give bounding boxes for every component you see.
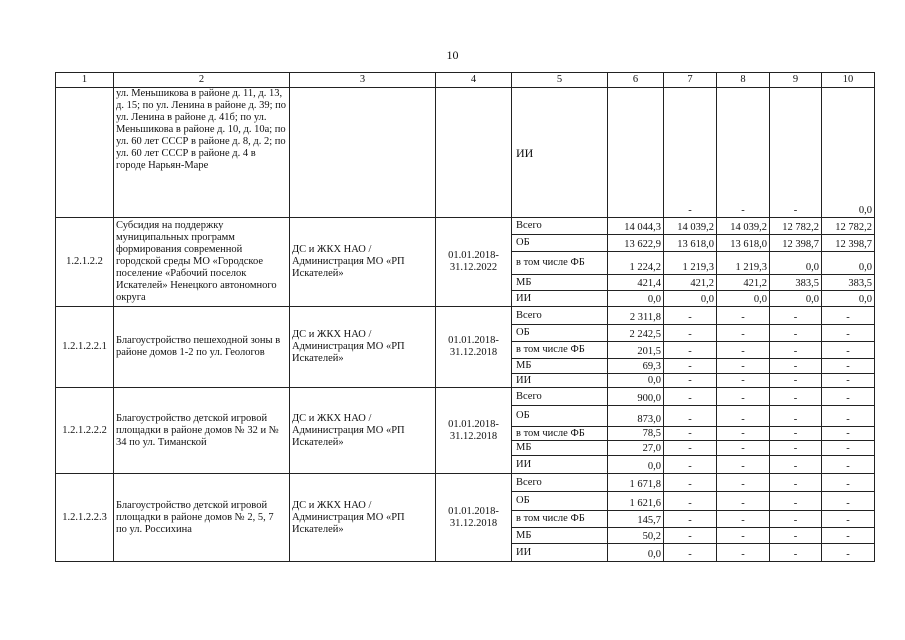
source-cell: в том числе ФБ xyxy=(512,511,608,528)
program-table xyxy=(55,72,875,562)
value-cell: 27,0 xyxy=(608,441,664,456)
value-cell: 900,0 xyxy=(608,388,664,406)
column-header: 4 xyxy=(436,73,512,88)
executor-cell: ДС и ЖКХ НАО / Администрация МО «РП Искателей» xyxy=(290,388,436,474)
value-cell: - xyxy=(664,544,717,562)
value-cell: - xyxy=(717,342,770,359)
column-number-row xyxy=(56,73,875,88)
value-cell: 0,0 xyxy=(770,252,822,275)
value-cell: 421,4 xyxy=(608,275,664,291)
executor-cell: ДС и ЖКХ НАО / Администрация МО «РП Искателей» xyxy=(290,218,436,307)
period-cell: 01.01.2018-31.12.2018 xyxy=(436,474,512,562)
value-cell: - xyxy=(664,388,717,406)
measure-name-cell: ул. Меньшикова в районе д. 11, д. 13, д. 15; по ул. Ленина в районе д. 39; по ул. Ленина в районе д. 41б; по ул. Меньшикова в районе д. 10, д. 10а; по ул. 60 лет СССР в районе д. 8, д. 2; по ул. 60 лет СССР в районе д. 4 в городе Нарьян-Маре xyxy=(114,88,290,218)
value-cell: 421,2 xyxy=(717,275,770,291)
value-cell: - xyxy=(717,406,770,427)
value-cell: 0,0 xyxy=(822,291,875,307)
source-cell: ИИ xyxy=(512,544,608,562)
source-cell: Всего xyxy=(512,218,608,235)
executor-cell: ДС и ЖКХ НАО / Администрация МО «РП Искателей» xyxy=(290,307,436,388)
value-cell: 50,2 xyxy=(608,528,664,544)
column-header: 9 xyxy=(770,73,822,88)
value-cell: - xyxy=(664,492,717,511)
executor-cell xyxy=(290,88,436,218)
source-cell: ИИ xyxy=(512,88,608,218)
value-cell: 13 618,0 xyxy=(717,235,770,252)
value-cell: - xyxy=(717,359,770,374)
table-row xyxy=(56,474,875,492)
source-cell: МБ xyxy=(512,528,608,544)
value-cell: - xyxy=(664,374,717,388)
value-cell: - xyxy=(664,307,717,325)
value-cell: - xyxy=(822,325,875,342)
column-header: 1 xyxy=(56,73,114,88)
value-cell: 383,5 xyxy=(822,275,875,291)
value-cell: 383,5 xyxy=(770,275,822,291)
continuation-row xyxy=(56,88,875,218)
code-cell: 1.2.1.2.2.2 xyxy=(56,388,114,474)
value-cell: - xyxy=(822,388,875,406)
value-cell: - xyxy=(717,88,770,218)
value-cell: 13 618,0 xyxy=(664,235,717,252)
value-cell: - xyxy=(770,88,822,218)
value-cell: - xyxy=(717,325,770,342)
source-cell: МБ xyxy=(512,275,608,291)
value-cell: 13 622,9 xyxy=(608,235,664,252)
source-cell: ИИ xyxy=(512,374,608,388)
value-cell: - xyxy=(822,374,875,388)
value-cell: - xyxy=(770,544,822,562)
value-cell: - xyxy=(717,427,770,441)
value-cell: - xyxy=(664,441,717,456)
source-cell: ОБ xyxy=(512,406,608,427)
value-cell: - xyxy=(717,374,770,388)
source-cell: ОБ xyxy=(512,235,608,252)
source-cell: в том числе ФБ xyxy=(512,342,608,359)
code-cell: 1.2.1.2.2 xyxy=(56,218,114,307)
value-cell: 12 782,2 xyxy=(822,218,875,235)
measure-name-cell: Благоустройство детской игровой площадки в районе домов № 2, 5, 7 по ул. Россихина xyxy=(114,474,290,562)
value-cell: - xyxy=(664,88,717,218)
source-cell: Всего xyxy=(512,474,608,492)
value-cell: - xyxy=(717,456,770,474)
value-cell: - xyxy=(770,441,822,456)
value-cell: - xyxy=(770,427,822,441)
value-cell: 78,5 xyxy=(608,427,664,441)
period-cell: 01.01.2018-31.12.2018 xyxy=(436,388,512,474)
value-cell: - xyxy=(822,544,875,562)
value-cell: 12 398,7 xyxy=(770,235,822,252)
table-row xyxy=(56,307,875,325)
table-row xyxy=(56,218,875,235)
value-cell: - xyxy=(770,359,822,374)
measure-name-cell: Субсидия на поддержку муниципальных программ формирования современной городской среды МО «Городское поселение «Рабочий поселок Искателей» Ненецкого автономного округа xyxy=(114,218,290,307)
value-cell: - xyxy=(770,307,822,325)
value-cell: 1 224,2 xyxy=(608,252,664,275)
value-cell: 0,0 xyxy=(717,291,770,307)
value-cell: - xyxy=(664,511,717,528)
value-cell: - xyxy=(664,456,717,474)
value-cell: 12 782,2 xyxy=(770,218,822,235)
value-cell xyxy=(608,88,664,218)
value-cell: - xyxy=(770,511,822,528)
column-header: 7 xyxy=(664,73,717,88)
value-cell: - xyxy=(822,492,875,511)
value-cell: - xyxy=(717,544,770,562)
source-cell: МБ xyxy=(512,359,608,374)
value-cell: - xyxy=(822,406,875,427)
value-cell: - xyxy=(770,342,822,359)
period-cell xyxy=(436,88,512,218)
value-cell: - xyxy=(717,511,770,528)
value-cell: - xyxy=(664,406,717,427)
value-cell: 873,0 xyxy=(608,406,664,427)
value-cell: 0,0 xyxy=(822,252,875,275)
value-cell: - xyxy=(717,307,770,325)
period-cell: 01.01.2018-31.12.2018 xyxy=(436,307,512,388)
value-cell: - xyxy=(822,511,875,528)
value-cell: - xyxy=(770,456,822,474)
value-cell: - xyxy=(717,441,770,456)
value-cell: 0,0 xyxy=(608,374,664,388)
value-cell: 2 311,8 xyxy=(608,307,664,325)
value-cell: 421,2 xyxy=(664,275,717,291)
value-cell: 0,0 xyxy=(770,291,822,307)
value-cell: - xyxy=(822,441,875,456)
value-cell: - xyxy=(717,388,770,406)
value-cell: - xyxy=(664,359,717,374)
column-header: 2 xyxy=(114,73,290,88)
column-header: 3 xyxy=(290,73,436,88)
value-cell: - xyxy=(717,474,770,492)
value-cell: - xyxy=(770,325,822,342)
value-cell: 145,7 xyxy=(608,511,664,528)
value-cell: - xyxy=(822,528,875,544)
value-cell: - xyxy=(770,474,822,492)
value-cell: 0,0 xyxy=(608,291,664,307)
source-cell: Всего xyxy=(512,388,608,406)
code-cell: 1.2.1.2.2.1 xyxy=(56,307,114,388)
value-cell: - xyxy=(664,325,717,342)
value-cell: 1 219,3 xyxy=(664,252,717,275)
value-cell: - xyxy=(664,427,717,441)
value-cell: 14 039,2 xyxy=(717,218,770,235)
page-number: 10 xyxy=(446,48,459,62)
value-cell: 1 671,8 xyxy=(608,474,664,492)
executor-cell: ДС и ЖКХ НАО / Администрация МО «РП Искателей» xyxy=(290,474,436,562)
value-cell: - xyxy=(822,359,875,374)
code-cell: 1.2.1.2.2.3 xyxy=(56,474,114,562)
value-cell: - xyxy=(822,427,875,441)
value-cell: 201,5 xyxy=(608,342,664,359)
value-cell: - xyxy=(664,528,717,544)
value-cell: 0,0 xyxy=(608,456,664,474)
value-cell: 12 398,7 xyxy=(822,235,875,252)
value-cell: - xyxy=(770,374,822,388)
value-cell: - xyxy=(822,456,875,474)
value-cell: - xyxy=(770,528,822,544)
value-cell: 14 044,3 xyxy=(608,218,664,235)
source-cell: ИИ xyxy=(512,456,608,474)
measure-name-cell: Благоустройство пешеходной зоны в районе домов 1-2 по ул. Геологов xyxy=(114,307,290,388)
value-cell: 2 242,5 xyxy=(608,325,664,342)
value-cell: - xyxy=(822,307,875,325)
measure-name-cell: Благоустройство детской игровой площадки в районе домов № 32 и № 34 по ул. Тиманской xyxy=(114,388,290,474)
value-cell: - xyxy=(664,474,717,492)
column-header: 6 xyxy=(608,73,664,88)
value-cell: - xyxy=(770,388,822,406)
value-cell: 0,0 xyxy=(822,88,875,218)
value-cell: 0,0 xyxy=(608,544,664,562)
source-cell: в том числе ФБ xyxy=(512,252,608,275)
column-header: 10 xyxy=(822,73,875,88)
value-cell: - xyxy=(770,492,822,511)
value-cell: 69,3 xyxy=(608,359,664,374)
value-cell: - xyxy=(717,492,770,511)
value-cell: - xyxy=(717,528,770,544)
column-header: 5 xyxy=(512,73,608,88)
source-cell: ОБ xyxy=(512,325,608,342)
value-cell: 14 039,2 xyxy=(664,218,717,235)
value-cell: - xyxy=(822,342,875,359)
value-cell: - xyxy=(770,406,822,427)
value-cell: - xyxy=(664,342,717,359)
period-cell: 01.01.2018-31.12.2022 xyxy=(436,218,512,307)
source-cell: ИИ xyxy=(512,291,608,307)
code-cell xyxy=(56,88,114,218)
source-cell: МБ xyxy=(512,441,608,456)
value-cell: 1 219,3 xyxy=(717,252,770,275)
value-cell: 0,0 xyxy=(664,291,717,307)
source-cell: в том числе ФБ xyxy=(512,427,608,441)
source-cell: ОБ xyxy=(512,492,608,511)
source-cell: Всего xyxy=(512,307,608,325)
value-cell: 1 621,6 xyxy=(608,492,664,511)
column-header: 8 xyxy=(717,73,770,88)
value-cell: - xyxy=(822,474,875,492)
table-row xyxy=(56,388,875,406)
